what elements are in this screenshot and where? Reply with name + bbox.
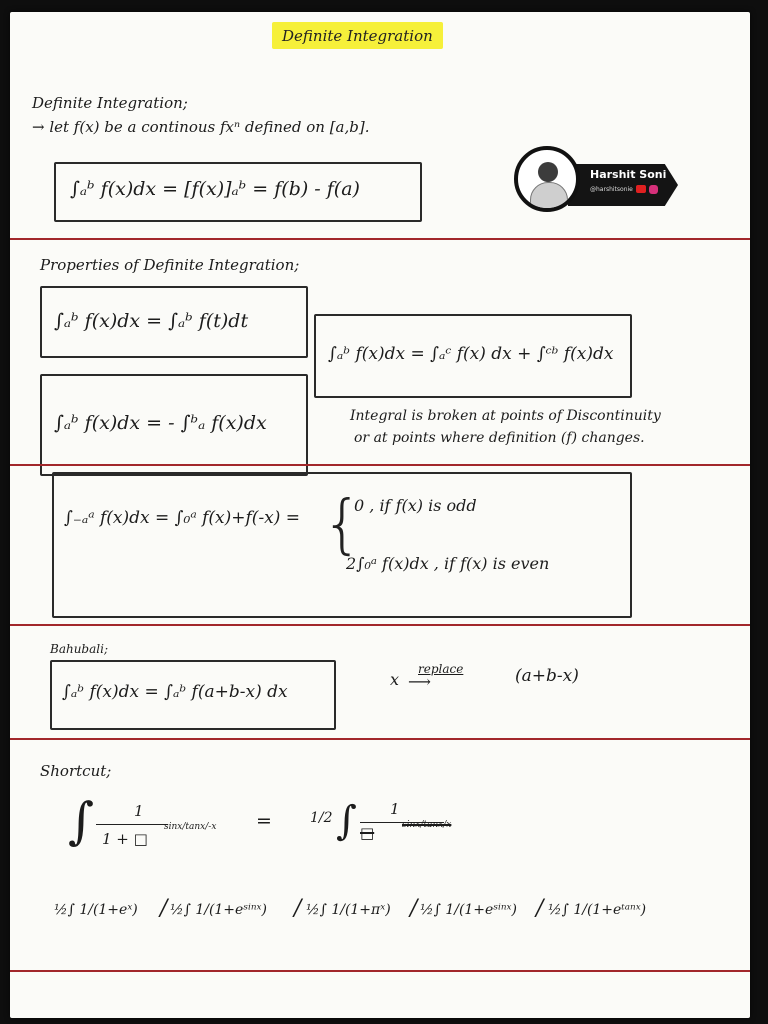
shortcut-separator: / bbox=[294, 896, 302, 921]
shortcut-lhs-denominator: 1 + □ bbox=[102, 830, 148, 848]
definition-text: → let f(x) be a continous fxⁿ defined on [a,b]. bbox=[32, 118, 370, 136]
shortcut-integral-sign: ∫ bbox=[68, 792, 95, 850]
shortcut-example-2: ½∫ 1/(1+eˢⁱⁿˣ) bbox=[170, 902, 267, 918]
case-odd: 0 , if f(x) is odd bbox=[354, 496, 477, 515]
property-dummy-variable-box bbox=[40, 286, 308, 358]
page-title-highlight bbox=[272, 22, 443, 49]
instagram-icon bbox=[649, 185, 658, 194]
author-name: Harshit Soni bbox=[590, 168, 667, 181]
avatar-body bbox=[530, 182, 568, 212]
property-dummy-variable: ∫ₐᵇ f(x)dx = ∫ₐᵇ f(t)dt bbox=[54, 310, 249, 332]
shortcut-lhs-fraction-bar bbox=[96, 824, 168, 825]
case-brace: { bbox=[322, 488, 363, 562]
shortcut-rhs-exponent: sinx/tanx/x bbox=[402, 820, 452, 830]
divider-5 bbox=[10, 970, 750, 972]
properties-heading: Properties of Definite Integration; bbox=[40, 256, 300, 274]
notebook-page bbox=[10, 12, 750, 1018]
shortcut-example-4: ½∫ 1/(1+eˢⁱⁿˣ) bbox=[420, 902, 517, 918]
divider-4 bbox=[10, 738, 750, 740]
shortcut-separator: / bbox=[536, 896, 544, 921]
divider-1 bbox=[10, 238, 750, 240]
shortcut-rhs-numerator: 1 bbox=[390, 800, 400, 818]
shortcut-example-5: ½∫ 1/(1+eᵗᵃⁿˣ) bbox=[548, 902, 647, 918]
property-reverse-limits: ∫ₐᵇ f(x)dx = - ∫ᵇₐ f(x)dx bbox=[54, 412, 267, 434]
page-title: Definite Integration bbox=[282, 27, 433, 45]
shortcut-heading: Shortcut; bbox=[40, 762, 112, 780]
replace-label: replace bbox=[418, 662, 464, 676]
bahubali-heading: Bahubali; bbox=[50, 642, 108, 656]
fundamental-theorem-formula: ∫ₐᵇ f(x)dx = [f(x)]ₐᵇ = f(b) - f(a) bbox=[70, 178, 360, 200]
shortcut-separator: / bbox=[160, 896, 168, 921]
divider-3 bbox=[10, 624, 750, 626]
shortcut-rhs-denominator: □ bbox=[360, 824, 375, 842]
author-handle: @harshitsonie bbox=[590, 186, 633, 193]
shortcut-example-3: ½∫ 1/(1+πˣ) bbox=[306, 902, 391, 918]
replace-from: x bbox=[390, 670, 400, 689]
shortcut-separator: / bbox=[410, 896, 418, 921]
property-splitting: ∫ₐᵇ f(x)dx = ∫ₐᶜ f(x) dx + ∫ᶜᵇ f(x)dx bbox=[328, 344, 614, 364]
shortcut-example-1: ½∫ 1/(1+eˣ) bbox=[54, 902, 138, 918]
even-odd-property-box bbox=[52, 472, 632, 618]
shortcut-rhs-half: 1/2 bbox=[310, 810, 333, 826]
replace-arrow: ⟶ bbox=[408, 672, 431, 691]
avatar bbox=[514, 146, 580, 212]
bahubali-formula-box bbox=[50, 660, 336, 730]
property-reverse-limits-box bbox=[40, 374, 308, 476]
replace-to: (a+b-x) bbox=[515, 666, 579, 686]
author-badge bbox=[510, 142, 680, 220]
case-even: 2∫₀ᵃ f(x)dx , if f(x) is even bbox=[346, 554, 550, 573]
discontinuity-note-line1: Integral is broken at points of Discontinuity bbox=[350, 408, 661, 424]
section-definite-integration-heading: Definite Integration; bbox=[32, 94, 188, 112]
shortcut-equals: = bbox=[256, 810, 272, 832]
even-odd-lhs: ∫₋ₐᵃ f(x)dx = ∫₀ᵃ f(x)+f(-x) = bbox=[64, 508, 301, 528]
shortcut-lhs-numerator: 1 bbox=[134, 802, 144, 820]
divider-2 bbox=[10, 464, 750, 466]
bahubali-formula: ∫ₐᵇ f(x)dx = ∫ₐᵇ f(a+b-x) dx bbox=[62, 682, 288, 702]
shortcut-rhs-integral-sign: ∫ bbox=[336, 798, 357, 844]
avatar-head bbox=[538, 162, 558, 182]
youtube-icon bbox=[636, 185, 646, 193]
shortcut-lhs-exponent: sinx/tanx/-x bbox=[164, 822, 217, 832]
property-splitting-box bbox=[314, 314, 632, 398]
discontinuity-note-line2: or at points where definition (f) changes. bbox=[354, 430, 645, 446]
fundamental-theorem-box bbox=[54, 162, 422, 222]
